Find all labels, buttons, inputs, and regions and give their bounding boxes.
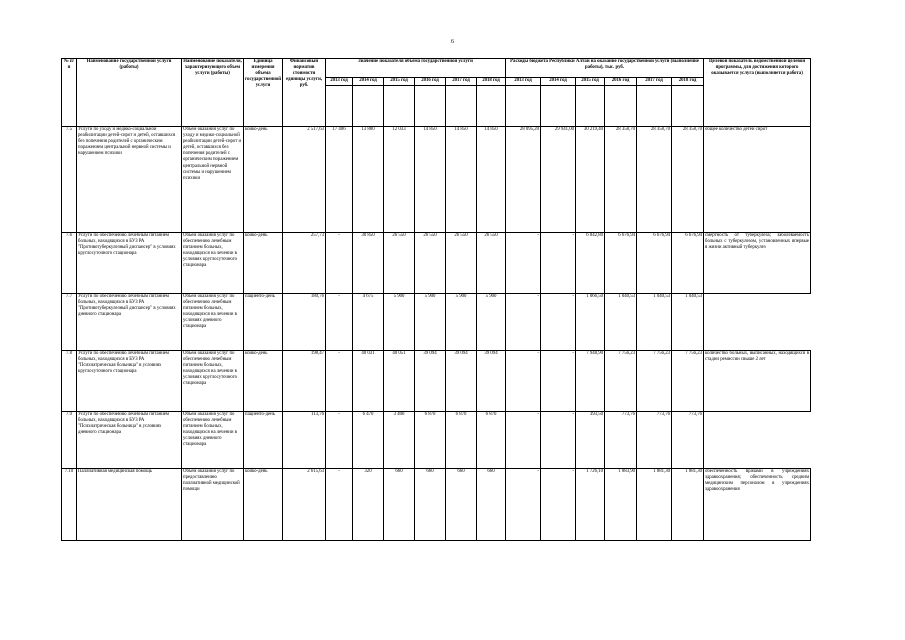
- cost-cell: 180,76: [283, 294, 326, 351]
- volume-cell: 3 400: [384, 412, 415, 469]
- col-header-volume-group: Значение показателя объема государственной услуги: [326, 59, 506, 78]
- volume-cell: 6 870: [446, 412, 477, 469]
- col-header-expense-group: Расходы бюджета Республики Алтай на оказание государственной услуги (выполнение работы), тыс. руб.: [506, 59, 704, 78]
- year-header: 2013 год: [506, 78, 541, 86]
- volume-cell: 40 031: [353, 351, 384, 412]
- expense-cell: 773,76: [637, 412, 672, 469]
- table-row: [62, 127, 811, 233]
- volume-cell: 39 094: [477, 351, 506, 412]
- year-header: 2016 год: [605, 78, 637, 86]
- expense-cell: 7 756,23: [637, 351, 672, 412]
- service-name-cell: Услуги по уходу и медико-социальной реабилитации детей-сирот и детей, оставшихся без попечения родителей с органическим поражением центральной нервной системы и нарушением психики: [77, 127, 182, 233]
- row-number: 7.9: [62, 412, 77, 469]
- cost-cell: 198,47: [283, 351, 326, 412]
- expense-cell: 6 676,94: [672, 233, 704, 294]
- expense-cell: -: [541, 412, 576, 469]
- expense-cell: 1 040,53: [637, 294, 672, 351]
- expense-cell: 30 219,40: [576, 127, 605, 233]
- volume-cell: -: [326, 294, 353, 351]
- year-header: 2018 год: [672, 78, 704, 86]
- volume-cell: 660: [446, 469, 477, 541]
- volume-cell: 5 900: [415, 294, 446, 351]
- row-number: 7.10: [62, 469, 77, 541]
- volume-cell: 320: [353, 469, 384, 541]
- target-cell: смертность от туберкулеза; заболеваемость больных с туберкулезом, установленных впервые в жизни активный туберкулез: [704, 233, 811, 294]
- volume-cell: 26 550: [446, 233, 477, 294]
- unit-cell: койко-день: [244, 469, 283, 541]
- expense-cell: 393,50: [576, 412, 605, 469]
- expense-cell: 7 756,23: [605, 351, 637, 412]
- expense-cell: 28 358,70: [672, 127, 704, 233]
- volume-cell: 13 880: [353, 127, 384, 233]
- expense-cell: 28 358,70: [637, 127, 672, 233]
- target-cell: обеспеченность врачами в учреждениях здравоохранения; обеспеченность средним медицинским персоналом в учреждениях здравоохранения: [704, 469, 811, 541]
- volume-cell: 4 675: [353, 294, 384, 351]
- volume-cell: 660: [384, 469, 415, 541]
- table-row: [62, 233, 811, 294]
- volume-cell: -: [326, 412, 353, 469]
- cost-cell: 113,76: [283, 412, 326, 469]
- service-volume-table: [61, 58, 811, 541]
- volume-cell: -: [326, 351, 353, 412]
- expense-cell: 1 040,53: [605, 294, 637, 351]
- year-header: 2018 год: [477, 78, 506, 86]
- expense-cell: 1 881,30: [672, 469, 704, 541]
- volume-cell: 6 870: [477, 412, 506, 469]
- indicator-cell: Объем оказания услуг по обеспечению лечебным питанием больных, находящихся на лечении в условиях дневного стационара: [182, 412, 244, 469]
- page-number: 6: [451, 39, 454, 45]
- expense-cell: 1 881,30: [637, 469, 672, 541]
- target-cell: количество больных, выписанных, находящихся в стадии ремиссии свыше 2 лет: [704, 351, 811, 412]
- expense-cell: 1 883,90: [605, 469, 637, 541]
- year-header: 2015 год: [576, 78, 605, 86]
- volume-cell: 14 850: [446, 127, 477, 233]
- service-name-cell: Услуги по обеспечению лечебным питанием больных, находящихся в БУЗ РА "Психиатрическая больница" в условиях круглосуточного стационара: [77, 351, 182, 412]
- target-cell: общее количество детей сирот: [704, 127, 811, 233]
- indicator-cell: Объем оказания услуг по уходу и медико-социальной реабилитации детей-сирот и детей, оставшихся без попечения родителей с органическим поражением центральной нервной системы и нарушением психики: [182, 127, 244, 233]
- row-number: 7.7: [62, 294, 77, 351]
- expense-cell: 6 676,94: [605, 233, 637, 294]
- expense-cell: -: [541, 233, 576, 294]
- year-header: 2013 год: [326, 78, 353, 86]
- cost-cell: 2 615,63: [283, 469, 326, 541]
- unit-cell: койко-день: [244, 233, 283, 294]
- col-header-cost: Финансовый норматив стоимости единицы услуги, руб.: [283, 59, 326, 127]
- year-header: 2014 год: [353, 78, 384, 86]
- volume-cell: 40 051: [384, 351, 415, 412]
- expense-cell: 1 066,50: [576, 294, 605, 351]
- volume-cell: 660: [415, 469, 446, 541]
- expense-cell: -: [541, 351, 576, 412]
- volume-cell: 14 850: [477, 127, 506, 233]
- expense-cell: -: [506, 351, 541, 412]
- year-header: 2017 год: [637, 78, 672, 86]
- cost-cell: 2 517,63: [283, 127, 326, 233]
- unit-cell: койко-день: [244, 351, 283, 412]
- expense-cell: -: [506, 233, 541, 294]
- table-row: [62, 294, 811, 351]
- volume-cell: 6 470: [353, 412, 384, 469]
- year-header: 2016 год: [415, 78, 446, 86]
- table-row: [62, 469, 811, 541]
- volume-cell: 6 870: [415, 412, 446, 469]
- expense-cell: 7 756,23: [672, 351, 704, 412]
- unit-cell: пациенто-день: [244, 412, 283, 469]
- service-name-cell: Услуги по обеспечению лечебным питанием больных, находящихся в БУЗ РА "Противотуберкулезный диспансер" в условиях круглосуточного стационара: [77, 233, 182, 294]
- expense-cell: 6 842,80: [576, 233, 605, 294]
- year-header: 2014 год: [541, 78, 576, 86]
- year-header: 2015 год: [384, 78, 415, 86]
- expense-cell: 773,76: [605, 412, 637, 469]
- col-header-unit: Единица измерения объема государственной услуги: [244, 59, 283, 127]
- indicator-cell: Объем оказания услуг по предоставлению паллиативной медицинской помощи: [182, 469, 244, 541]
- expense-cell: -: [506, 412, 541, 469]
- target-cell-empty: [704, 294, 811, 351]
- row-number: 7.6: [62, 233, 77, 294]
- expense-cell: 28 095,20: [506, 127, 541, 233]
- indicator-cell: Объем оказания услуг по обеспечению лечебным питанием больных, находящихся на лечении в условиях круглосуточного стационара: [182, 233, 244, 294]
- year-header: 2017 год: [446, 78, 477, 86]
- volume-cell: 5 900: [446, 294, 477, 351]
- cost-cell: 257,73: [283, 233, 326, 294]
- unit-cell: пациенто-день: [244, 294, 283, 351]
- row-number: 7.8: [62, 351, 77, 412]
- col-header-indicator: Наименование показателя, характеризующего объем услуги (работы): [182, 59, 244, 127]
- expense-cell: -: [506, 469, 541, 541]
- expense-cell: 6 676,94: [637, 233, 672, 294]
- volume-cell: 12 033: [384, 127, 415, 233]
- expense-cell: 1 040,53: [672, 294, 704, 351]
- volume-cell: 30 850: [353, 233, 384, 294]
- volume-cell: 26 550: [477, 233, 506, 294]
- row-number: 7.5: [62, 127, 77, 233]
- volume-cell: 5 900: [384, 294, 415, 351]
- volume-cell: 26 550: [415, 233, 446, 294]
- volume-cell: -: [326, 469, 353, 541]
- expense-cell: -: [541, 469, 576, 541]
- service-name-cell: Услуги по обеспечению лечебным питанием больных, находящихся в БУЗ РА "Психиатрическая больница" в условиях дневного стационара: [77, 412, 182, 469]
- table-row: [62, 412, 811, 469]
- target-cell-empty: [704, 412, 811, 469]
- volume-cell: 660: [477, 469, 506, 541]
- col-header-service: Наименование государственной услуги (работы): [77, 59, 182, 127]
- volume-cell: 14 850: [415, 127, 446, 233]
- expense-cell: -: [506, 294, 541, 351]
- service-name-cell: Услуги по обеспечению лечебным питанием больных, находящихся в БУЗ РА "Противотуберкулезный диспансер" в условиях дневного стационара: [77, 294, 182, 351]
- volume-cell: 5 900: [477, 294, 506, 351]
- col-header-no: № п/п: [62, 59, 77, 127]
- volume-cell: -: [326, 233, 353, 294]
- table-row: [62, 351, 811, 412]
- col-header-target: Целевой показатель ведомственной целевой программы, для достижения которого оказывается услуга (выполняется работа): [704, 59, 811, 127]
- expense-cell: 28 358,70: [605, 127, 637, 233]
- expense-cell: 7 948,90: [576, 351, 605, 412]
- volume-cell: 39 094: [446, 351, 477, 412]
- indicator-cell: Объем оказания услуг по обеспечению лечебным питанием больных, находящихся на лечении в условиях круглосуточного стационара: [182, 351, 244, 412]
- expense-cell: 773,76: [672, 412, 704, 469]
- service-name-cell: Паллиативная медицинская помощь: [77, 469, 182, 541]
- expense-cell: 1 726,10: [576, 469, 605, 541]
- expense-cell: -: [541, 294, 576, 351]
- unit-cell: койко-день: [244, 127, 283, 233]
- volume-cell: 26 550: [384, 233, 415, 294]
- volume-cell: 17 406: [326, 127, 353, 233]
- expense-cell: 29 941,00: [541, 127, 576, 233]
- indicator-cell: Объем оказания услуг по обеспечению лечебным питанием больных, находящихся на лечении в условиях дневного стационара: [182, 294, 244, 351]
- volume-cell: 39 094: [415, 351, 446, 412]
